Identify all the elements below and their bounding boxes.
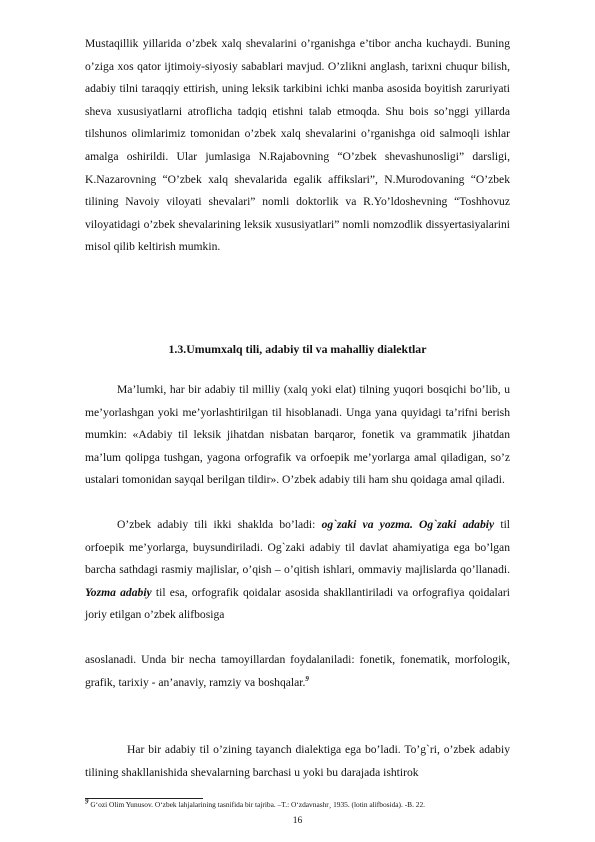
emphasis-ogzaki: og`zaki va yozma. Og`zaki adabiy: [321, 518, 495, 531]
paragraph-tayanch-dialekt: Har bir adabiy til o’zining tayanch dialektiga ega bo’ladi. To’g`ri, o’zbek adabiy tilining shakllanishida shevalarning barchasi u yoki bu darajada ishtirok: [85, 743, 510, 779]
footnote-mark: 9: [85, 797, 89, 806]
text-segment: til orfoepik me’yorlarga, buysundiriladi. Og`zaki adabiy til davlat ahamiyatiga ega bo’lgan barcha sathdagi rasmiy majlislar, o’qish – o’qitish ishlari, ommaviy majlislarda qo’llanadi.: [85, 518, 511, 577]
emphasis-yozma: Yozma adabiy: [85, 585, 152, 599]
footnote-reference: 9: [305, 674, 309, 683]
paragraph-adabiy-til: Ma’lumki, har bir adabiy til milliy (xalq yoki elat) tilning yuqori bosqichi bo’lib, u me’yorlashgan yoki me’yorlashtirilgan til hisoblanadi. Unga yana quyidagi ta’rifni berish mumkin: «Adabiy til leksik jihatdan nisbatan barqaror, fonetik va grammatik jihatdan ma’lum qolipga tushgan, yagona orfografik va orfoepik me’yorlarga amal qiladigan, so’z ustalari tomonidan sayqal berilgan tildir». O’zbek adabiy tili ham shu qoidaga amal qiladi.: [85, 383, 510, 487]
text-segment: asoslanadi. Unda bir necha tamoyillardan foydalaniladi: fonetik, fonematik, morfologik, grafik, tarixiy - an’anaviy, ramziy va boshqalar.: [85, 653, 510, 689]
footnote: [85, 797, 525, 809]
footnote-text: G‘ozi Olim Yunusov. O‘zbek lahjalarining tasnifida bir tajriba. –T.: O‘zdavnashr¸ 1935. (lotin alifbosida). -B. 22.: [88, 800, 426, 809]
footnote-divider: [85, 798, 203, 799]
text-segment: O’zbek adabiy tili ikki shaklda bo’ladi:: [117, 518, 322, 531]
text-segment: til esa, orfografik qoidalar asosida shakllantiriladi va orfografiya qoidalari joriy etilgan o’zbek alifbosiga: [85, 585, 511, 622]
paragraph-mustaqillik: Mustaqillik yillarida o’zbek xalq shevalarini o’rganishga e’tibor ancha kuchaydi. Buning o’ziga xos qator ijtimoiy-siyosiy sabablari mavjud. O’zlikni anglash, tarixni chuqur bilish, adabiy tilni taraqqiy ettirish, uning leksik tarkibini ichki manba asosida boyitish zaruriyati sheva xususiyatlarni atroflicha tadqiq etishni talab etmoqda. Shu bois so’nggi yillarda tilshunos olimlarimiz tomonidan o’zbek xalq shevalarini o’rganishga oid salmoqli ishlar amalga oshirildi. Ular jumlasiga N.Rajabovning “O’zbek shevashunosligi” darsligi, K.Nazarovning “O’zbek xalq shevalarida egalik affikslari”, N.Murodovaning “O’zbek tilining Navoiy viloyati shevalari” nomli doktorlik va R.Yo’ldoshevning “Toshhovuz viloyatidagi o’zbek shevalarining leksik xususiyatlari” nomli nomzodlik dissyertasiyalarini misol qilib keltirish mumkin.: [85, 37, 510, 254]
paragraph-ikki-shakl: [85, 514, 510, 627]
page-number: 16: [292, 816, 303, 826]
section-heading: 1.3.Umumxalq tili, adabiy til va mahalliy dialektlar: [168, 342, 427, 356]
paragraph-tamoyillar: [85, 649, 510, 694]
